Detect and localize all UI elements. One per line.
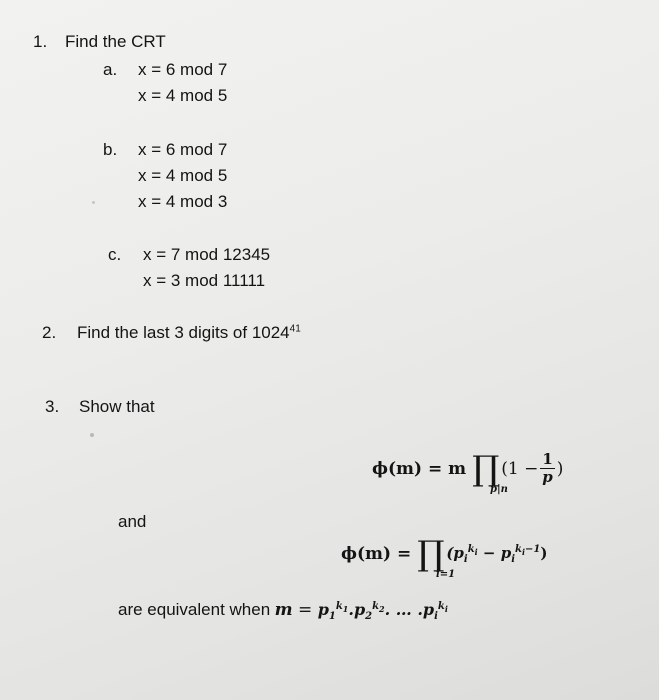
f2-sup2-sub: i: [521, 546, 526, 557]
f2-sub1: i: [463, 553, 468, 565]
product-index-1: p|n: [490, 484, 508, 495]
formula-2-body: [446, 544, 547, 565]
q1a-line-1: x = 6 mod 7: [138, 60, 228, 79]
k1: k: [335, 600, 343, 612]
formula-1-open: (1 −: [501, 459, 539, 479]
equiv-m: m: [274, 600, 293, 620]
product-index-2: i=1: [436, 569, 456, 580]
dot-1: .: [348, 600, 354, 619]
equivalence-line: [118, 600, 448, 622]
q1c-label: c.: [108, 245, 122, 264]
speck-mark-2: [92, 201, 95, 204]
fraction-denominator: p: [542, 468, 553, 487]
product-operator-1: [472, 449, 500, 489]
formula-1: [372, 447, 563, 491]
p1-sub: 1: [328, 611, 336, 623]
q1-number: 1.: [33, 32, 48, 51]
formula-2-lhs: ϕ(m) =: [341, 544, 412, 564]
p2: p: [353, 600, 366, 619]
speck-mark: [90, 433, 94, 437]
p1: p: [317, 600, 329, 619]
f2-minus-p: − p: [477, 543, 512, 562]
formula-2: [341, 534, 547, 574]
q1-title: Find the CRT: [65, 32, 166, 51]
ellipsis: . … .: [384, 600, 423, 619]
k1-sub: 1: [342, 603, 349, 614]
q2-text-body: Find the last 3 digits of 1024: [77, 323, 290, 342]
formula-1-lhs: ϕ(m) = m: [372, 459, 467, 479]
q2-exponent: 41: [289, 323, 301, 335]
equiv-eq: =: [292, 600, 318, 620]
f2-sup2-tail: −1: [525, 543, 541, 555]
f2-sup1: k: [467, 543, 475, 555]
f2-sub2: i: [511, 553, 516, 565]
q1b-label: b.: [103, 140, 118, 159]
ki: k: [437, 600, 445, 612]
q1a-label: a.: [103, 60, 118, 79]
q1b-line-2: x = 4 mod 5: [138, 166, 228, 185]
f2-sup1-sub: i: [474, 546, 478, 557]
k2-sub: 2: [379, 603, 385, 614]
f2-close: ): [540, 543, 548, 562]
q1c-line-2: x = 3 mod 11111: [143, 271, 266, 290]
fraction-numerator: 1: [542, 450, 553, 469]
fraction-1-over-p: [540, 452, 554, 485]
q1a-line-2: x = 4 mod 5: [138, 86, 228, 105]
pi: p: [422, 600, 435, 619]
product-symbol-2: ∏: [417, 534, 445, 574]
q1b-line-3: x = 4 mod 3: [138, 192, 228, 211]
k2: k: [372, 600, 380, 612]
p2-sub: 2: [365, 611, 373, 623]
q3-number: 3.: [45, 397, 60, 416]
formula-1-close: ): [556, 459, 564, 479]
f2-sup2: k: [515, 543, 522, 555]
q3-title: Show that: [79, 397, 155, 416]
equiv-prefix: are equivalent when: [118, 600, 271, 619]
q2-number: 2.: [42, 323, 57, 342]
ki-sub: i: [444, 603, 448, 614]
q2-text: [77, 323, 301, 343]
pi-sub: i: [434, 611, 438, 623]
equiv-product: [318, 600, 448, 622]
q1c-line-1: x = 7 mod 12345: [143, 245, 271, 264]
product-symbol: ∏: [472, 449, 500, 489]
f2-open-p: (p: [446, 543, 464, 562]
and-text: and: [118, 512, 147, 531]
q1b-line-1: x = 6 mod 7: [138, 140, 228, 159]
